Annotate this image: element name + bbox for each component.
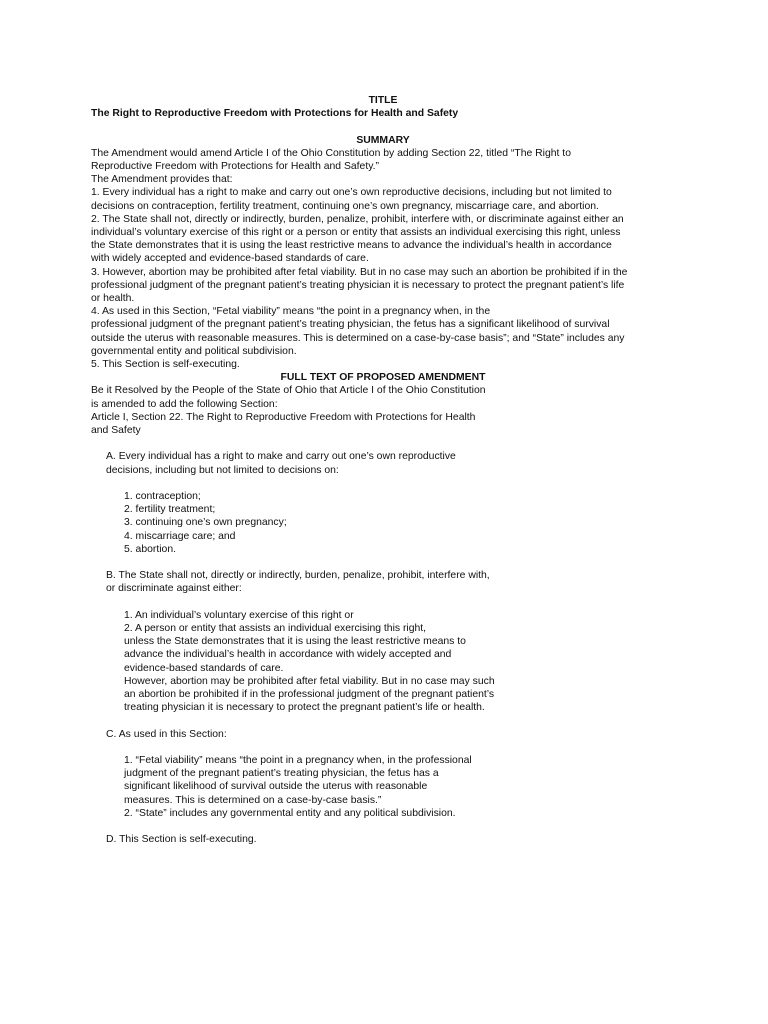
resolution-line: Be it Resolved by the People of the State of Ohio that Article I of the Ohio Constitution xyxy=(91,385,486,397)
spacer xyxy=(91,477,691,490)
spacer xyxy=(91,596,691,609)
summary-line: The Amendment would amend Article I of the Ohio Constitution by adding Section 22, titled “The Right to xyxy=(91,147,571,159)
section-a-line: A. Every individual has a right to make and carry out one’s own reproductive xyxy=(106,451,456,463)
list-item: measures. This is determined on a case-by-case basis.” xyxy=(124,794,382,806)
summary-line: 1. Every individual has a right to make and carry out one’s own reproductive decisions, including but not limited to xyxy=(91,187,612,199)
summary-line: Reproductive Freedom with Protections for Health and Safety.” xyxy=(91,161,379,172)
list-item: 2. fertility treatment; xyxy=(124,504,216,516)
spacer xyxy=(91,741,691,754)
section-b xyxy=(91,569,691,595)
summary-line: professional judgment of the pregnant patient’s treating physician, the fetus has a significant likelihood of survival xyxy=(91,319,610,331)
list-item: 3. continuing one’s own pregnancy; xyxy=(124,517,287,529)
summary-line: 3. However, abortion may be prohibited after fetal viability. But in no case may such an abortion be prohibited if in the xyxy=(91,266,628,278)
list-item: judgment of the pregnant patient’s treating physician, the fetus has a xyxy=(124,768,439,780)
full-text-heading: FULL TEXT OF PROPOSED AMENDMENT xyxy=(280,372,486,384)
summary-line: decisions on contraception, fertility treatment, continuing one’s own pregnancy, miscarriage care, and abortion. xyxy=(91,200,599,212)
resolution-block xyxy=(91,384,691,437)
summary-line: The Amendment provides that: xyxy=(91,174,233,186)
resolution-line: Article I, Section 22. The Right to Reproductive Freedom with Protections for Health xyxy=(91,411,476,423)
summary-heading: SUMMARY xyxy=(356,134,410,146)
section-c-list xyxy=(91,754,691,820)
section-c-line: C. As used in this Section: xyxy=(106,728,227,740)
list-item: advance the individual’s health in accordance with widely accepted and xyxy=(124,649,452,661)
list-item: 1. “Fetal viability” means “the point in a pregnancy when, in the professional xyxy=(124,755,472,767)
summary-line: 2. The State shall not, directly or indirectly, burden, penalize, prohibit, interfere with, or discriminate against either an xyxy=(91,213,624,225)
list-item: significant likelihood of survival outside the uterus with reasonable xyxy=(124,781,428,793)
section-a-list xyxy=(91,490,691,556)
section-d xyxy=(91,833,691,846)
list-item: treating physician it is necessary to protect the pregnant patient’s life or health. xyxy=(124,702,485,714)
summary-block xyxy=(91,147,691,371)
list-item: evidence-based standards of care. xyxy=(124,662,284,674)
summary-line: professional judgment of the pregnant patient’s treating physician it is necessary to protect the pregnant patient’s life xyxy=(91,279,625,291)
list-item: 2. A person or entity that assists an individual exercising this right, xyxy=(124,623,427,635)
section-c xyxy=(91,728,691,741)
spacer xyxy=(91,820,691,833)
resolution-line: is amended to add the following Section: xyxy=(91,398,278,410)
spacer xyxy=(91,120,691,133)
section-d-line: D. This Section is self-executing. xyxy=(106,834,257,846)
list-item: However, abortion may be prohibited after fetal viability. But in no case may such xyxy=(124,675,495,687)
section-b-line: B. The State shall not, directly or indirectly, burden, penalize, prohibit, interfere with, xyxy=(106,570,490,582)
list-item: an abortion be prohibited if in the professional judgment of the pregnant patient’s xyxy=(124,689,495,701)
section-b-line: or discriminate against either: xyxy=(106,583,242,595)
list-item: 5. abortion. xyxy=(124,543,176,555)
summary-line: with widely accepted and evidence-based standards of care. xyxy=(91,253,369,265)
document-title: The Right to Reproductive Freedom with Protections for Health and Safety xyxy=(91,108,459,120)
list-item: 1. contraception; xyxy=(124,491,201,503)
list-item: 2. “State” includes any governmental entity and any political subdivision. xyxy=(124,807,456,819)
summary-line: outside the uterus with reasonable measures. This is determined on a case-by-case basis”; and “State” includes any xyxy=(91,332,625,344)
spacer xyxy=(91,437,691,450)
summary-line: individual’s voluntary exercise of this right or a person or entity that assists an individual exercising this right, unless xyxy=(91,227,621,239)
list-item: 1. An individual’s voluntary exercise of this right or xyxy=(124,609,354,621)
summary-line: governmental entity and political subdivision. xyxy=(91,345,297,357)
section-a xyxy=(91,450,691,476)
summary-line: the State demonstrates that it is using the least restrictive means to advance the individual’s health in accordance xyxy=(91,240,612,252)
spacer xyxy=(91,714,691,727)
list-item: 4. miscarriage care; and xyxy=(124,530,236,542)
title-heading: TITLE xyxy=(368,95,398,106)
spacer xyxy=(91,556,691,569)
resolution-line: and Safety xyxy=(91,425,141,437)
section-a-line: decisions, including but not limited to decisions on: xyxy=(106,464,339,476)
list-item: unless the State demonstrates that it is using the least restrictive means to xyxy=(124,636,466,648)
summary-line: 4. As used in this Section, “Fetal viability” means “the point in a pregnancy when, in the xyxy=(91,306,491,318)
summary-line: or health. xyxy=(91,293,135,305)
summary-line: 5. This Section is self-executing. xyxy=(91,359,240,371)
document-page xyxy=(91,94,691,846)
section-b-list xyxy=(91,609,691,715)
